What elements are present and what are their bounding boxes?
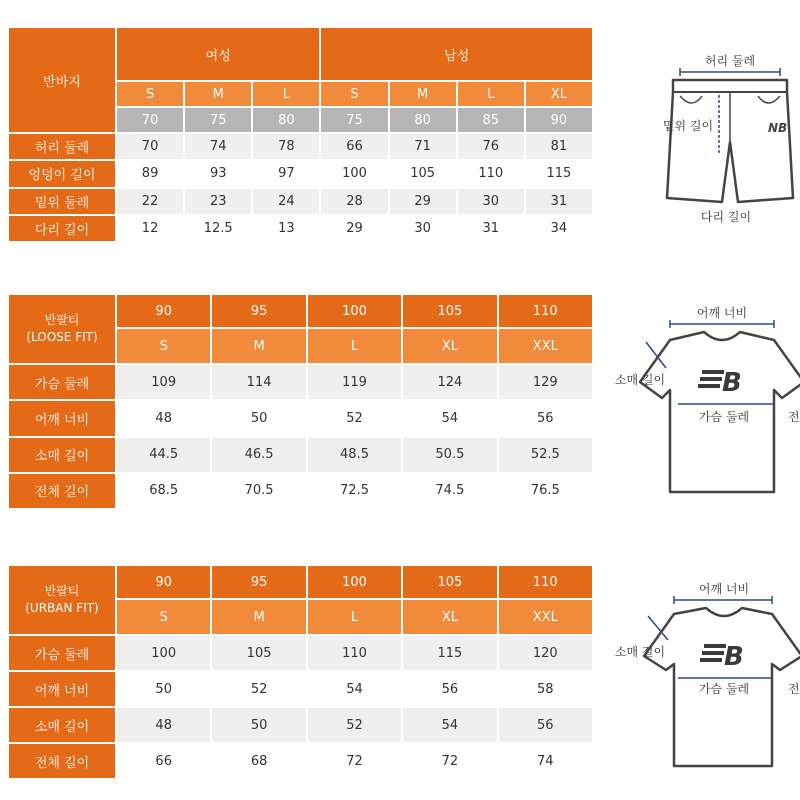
size-letter: S [117,329,210,363]
table-cell: 50.5 [403,438,496,472]
size-code: 100 [308,566,401,598]
size-letter: L [308,329,401,363]
urban-tshirt-diagram [608,574,800,774]
women-size: L [253,82,319,106]
table-cell: 52.5 [499,438,592,472]
size-code: 105 [403,295,496,327]
table-cell: 70 [117,134,183,159]
men-size: L [458,82,524,106]
shorts-waist-label: 허리 둘레 [704,54,756,68]
men-code: 75 [321,108,387,132]
table-cell: 129 [499,365,592,399]
men-size: M [390,82,456,106]
table-cell: 74 [499,744,592,778]
women-code: 80 [253,108,319,132]
table-cell: 52 [308,401,401,435]
shorts-title: 반바지 [9,28,115,132]
table-cell: 56 [403,672,496,706]
table-cell: 68.5 [117,474,210,508]
men-size: S [321,82,387,106]
table-cell: 12 [117,216,183,241]
table-cell: 105 [212,636,305,670]
table-cell: 105 [390,161,456,186]
women-size: M [185,82,251,106]
table-cell: 23 [185,189,251,214]
shorts-size-table [9,28,592,241]
row-label-total-length: 전체 길이 [9,744,115,778]
table-cell: 30 [458,189,524,214]
table-cell: 78 [253,134,319,159]
table-cell: 72 [308,744,401,778]
svg-text:B: B [722,368,742,398]
size-letter: S [117,600,210,634]
table-cell: 52 [308,708,401,742]
table-cell: 110 [458,161,524,186]
loose-fit-size-table [9,295,592,508]
men-code: 85 [458,108,524,132]
size-letter: M [212,329,305,363]
table-cell: 93 [185,161,251,186]
row-label-sleeve: 소매 길이 [9,708,115,742]
table-cell: 48 [117,401,210,435]
table-cell: 70.5 [212,474,305,508]
table-cell: 54 [403,708,496,742]
table-cell: 24 [253,189,319,214]
urban-chest-label: 가슴 둘레 [698,682,750,696]
table-cell: 100 [117,636,210,670]
size-letter: XXL [499,329,592,363]
table-cell: 74 [185,134,251,159]
women-code: 75 [185,108,251,132]
row-label-rise: 밑위 둘레 [9,189,115,214]
table-cell: 54 [308,672,401,706]
table-cell: 46.5 [212,438,305,472]
loose-sleeve-label: 소매 길이 [614,373,666,387]
table-cell: 34 [526,216,592,241]
table-cell: 71 [390,134,456,159]
size-code: 105 [403,566,496,598]
row-label-shoulder: 어깨 너비 [9,672,115,706]
size-code: 110 [499,566,592,598]
table-cell: 12.5 [185,216,251,241]
table-cell: 72.5 [308,474,401,508]
table-cell: 119 [308,365,401,399]
table-cell: 50 [212,708,305,742]
table-cell: 97 [253,161,319,186]
table-cell: 56 [499,401,592,435]
svg-text:B: B [724,642,744,672]
women-header: 여성 [117,28,319,80]
loose-total-length-label: 전 [788,410,800,424]
table-cell: 109 [117,365,210,399]
size-code: 95 [212,295,305,327]
table-cell: 74.5 [403,474,496,508]
men-code: 90 [526,108,592,132]
urban-shoulder-label: 어깨 너비 [698,582,750,596]
urban-title-line2: (URBAN FIT) [25,601,99,615]
size-code: 90 [117,295,210,327]
table-cell: 44.5 [117,438,210,472]
table-cell: 48 [117,708,210,742]
table-cell: 110 [308,636,401,670]
urban-total-length-label: 전 [788,682,800,696]
table-cell: 76.5 [499,474,592,508]
table-cell: 76 [458,134,524,159]
table-cell: 100 [321,161,387,186]
size-letter: L [308,600,401,634]
table-cell: 115 [526,161,592,186]
row-label-sleeve: 소매 길이 [9,438,115,472]
women-size: S [117,82,183,106]
table-cell: 29 [321,216,387,241]
men-size: XL [526,82,592,106]
size-letter: M [212,600,305,634]
row-label-shoulder: 어깨 너비 [9,401,115,435]
table-cell: 124 [403,365,496,399]
table-cell: 72 [403,744,496,778]
size-code: 110 [499,295,592,327]
row-label-hip: 엉덩이 길이 [9,161,115,186]
loose-fit-title [9,295,115,363]
urban-fit-size-table [9,566,592,778]
size-code: 90 [117,566,210,598]
table-cell: 48.5 [308,438,401,472]
table-cell: 13 [253,216,319,241]
men-header: 남성 [321,28,592,80]
table-cell: 30 [390,216,456,241]
loose-chest-label: 가슴 둘레 [698,410,750,424]
table-cell: 115 [403,636,496,670]
table-cell: 54 [403,401,496,435]
table-cell: 58 [499,672,592,706]
row-label-waist: 허리 둘레 [9,134,115,159]
table-cell: 50 [212,401,305,435]
table-cell: 28 [321,189,387,214]
loose-title-line2: (LOOSE FIT) [26,330,98,344]
size-letter: XL [403,329,496,363]
table-cell: 120 [499,636,592,670]
size-code: 100 [308,295,401,327]
men-code: 80 [390,108,456,132]
table-cell: 114 [212,365,305,399]
urban-fit-title [9,566,115,634]
table-cell: 50 [117,672,210,706]
row-label-chest: 가슴 둘레 [9,636,115,670]
shorts-rise-label: 밑위 길이 [662,119,714,133]
size-code: 95 [212,566,305,598]
table-cell: 31 [458,216,524,241]
shorts-leg-label: 다리 길이 [700,210,752,224]
row-label-leg: 다리 길이 [9,216,115,241]
loose-tshirt-diagram [608,300,800,500]
shorts-diagram [640,50,800,230]
table-cell: 29 [390,189,456,214]
table-cell: 68 [212,744,305,778]
table-cell: 52 [212,672,305,706]
table-cell: 56 [499,708,592,742]
table-cell: 81 [526,134,592,159]
size-letter: XXL [499,600,592,634]
loose-title-line1: 반팔티 [44,313,80,327]
size-letter: XL [403,600,496,634]
table-cell: 66 [117,744,210,778]
urban-sleeve-label: 소매 길이 [614,645,666,659]
shorts-icon [667,80,793,202]
row-label-total-length: 전체 길이 [9,474,115,508]
brand-logo-icon: NB [768,121,788,135]
table-cell: 89 [117,161,183,186]
row-label-chest: 가슴 둘레 [9,365,115,399]
women-code: 70 [117,108,183,132]
table-cell: 66 [321,134,387,159]
urban-title-line1: 반팔티 [44,584,80,598]
loose-shoulder-label: 어깨 너비 [696,306,748,320]
table-cell: 31 [526,189,592,214]
table-cell: 22 [117,189,183,214]
